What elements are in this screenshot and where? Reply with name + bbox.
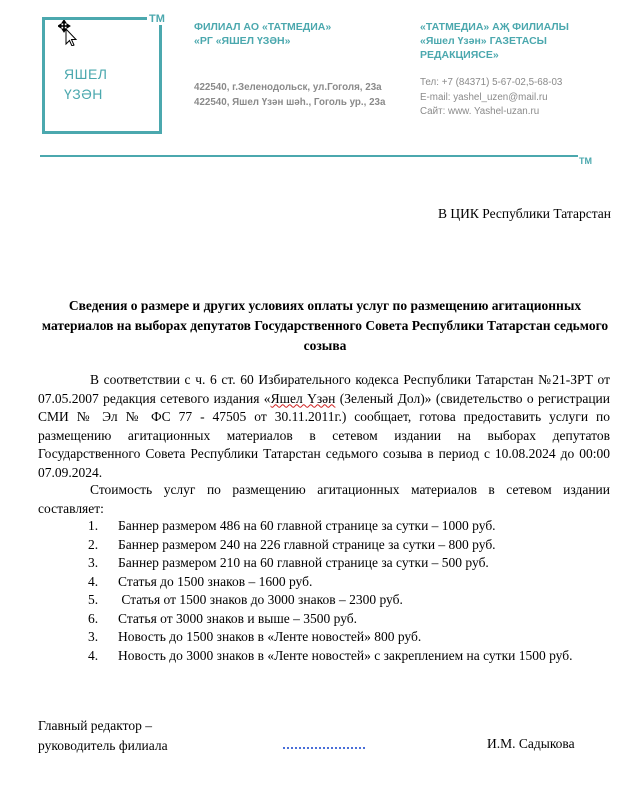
addressee: В ЦИК Республики Татарстан (438, 206, 611, 221)
header-divider (40, 155, 578, 157)
logo-trademark: ТМ (149, 13, 165, 25)
list-item: 4. Статья до 1500 знаков – 1600 руб. (88, 573, 313, 589)
list-item: 3. Баннер размером 210 на 60 главной странице за сутки – 500 руб. (88, 555, 489, 570)
signatory-position: Главный редактор – руководитель филиала (38, 718, 168, 753)
postal-address: 422540, г.Зеленодольск, ул.Гоголя, 23а 422540, Яшел Үзән шәһ., Гоголь ур., 23а (194, 82, 386, 108)
list-item: 1. Баннер размером 486 на 60 главной странице за сутки – 1000 руб. (88, 518, 496, 533)
logo-line-1: ЯШЕЛ (64, 66, 108, 82)
website: Сайт: www. Yashel-uzan.ru (420, 106, 540, 117)
cost-paragraph: Стоимость услуг по размещению агитационных материалов в сетевом издании составляет: (38, 482, 610, 516)
move-cursor-icon (58, 20, 78, 46)
list-item: 3. Новость до 1500 знаков в «Ленте новостей» 800 руб. (88, 629, 422, 644)
logo (64, 64, 107, 104)
branch-header-tt: «ТАТМЕДИА» АҖ ФИЛИАЛЫ «Яшел Үзән» ГАЗЕТАСЫ РЕДАКЦИЯСЕ» (420, 21, 569, 61)
contact-info (420, 76, 562, 120)
list-item: 4. Новость до 3000 знаков в «Ленте новостей» с закреплением на сутки 1500 руб. (88, 647, 573, 663)
document-title: Сведения о размере и других условиях оплаты услуг по размещению агитационных материалов на выборах депутатов Государственного Совета Республики Татарстан седьмого созыва (41, 298, 609, 353)
list-item: 2. Баннер размером 240 на 226 главной странице за сутки – 800 руб. (88, 536, 496, 552)
intro-paragraph: В соответствии с ч. 6 ст. 60 Избирательного кодекса Республики Татарстан №21-ЗРТ от 07.05.2007 редакция сетевого издания «Яшел Үзән (Зеленый Дол)» (свидетельство о регистрации СМИ № Эл № ФС 77 - 47505 от 30.11.2011г.) сообщает, готова предоставить услуги по размещению агитационных материалов в сетевом издании на выборах депутатов Государственного Совета Республики Татарстан седьмого созыва в период с 10.08.2024 до 00:00 07.09.2024. (38, 372, 610, 480)
phone: Тел: +7 (84371) 5-67-02,5-68-03 (420, 77, 563, 88)
logo-line-2: ҮЗӘН (64, 86, 103, 102)
publication-name: Яшел Үзән (270, 390, 336, 406)
signatory-name: И.М. Садыкова (487, 736, 575, 751)
price-list (88, 517, 573, 665)
signature-line (283, 741, 365, 749)
list-item: 5. Статья от 1500 знаков до 3000 знаков – 2300 руб. (88, 592, 403, 607)
branch-header-ru: ФИЛИАЛ АО «ТАТМЕДИА» «РГ «ЯШЕЛ ҮЗӘН» (194, 21, 332, 47)
list-item: 6. Статья от 3000 знаков и выше – 3500 руб. (88, 610, 358, 626)
divider-trademark: ТМ (579, 156, 592, 166)
email: E-mail: yashel_uzen@mail.ru (420, 91, 548, 103)
